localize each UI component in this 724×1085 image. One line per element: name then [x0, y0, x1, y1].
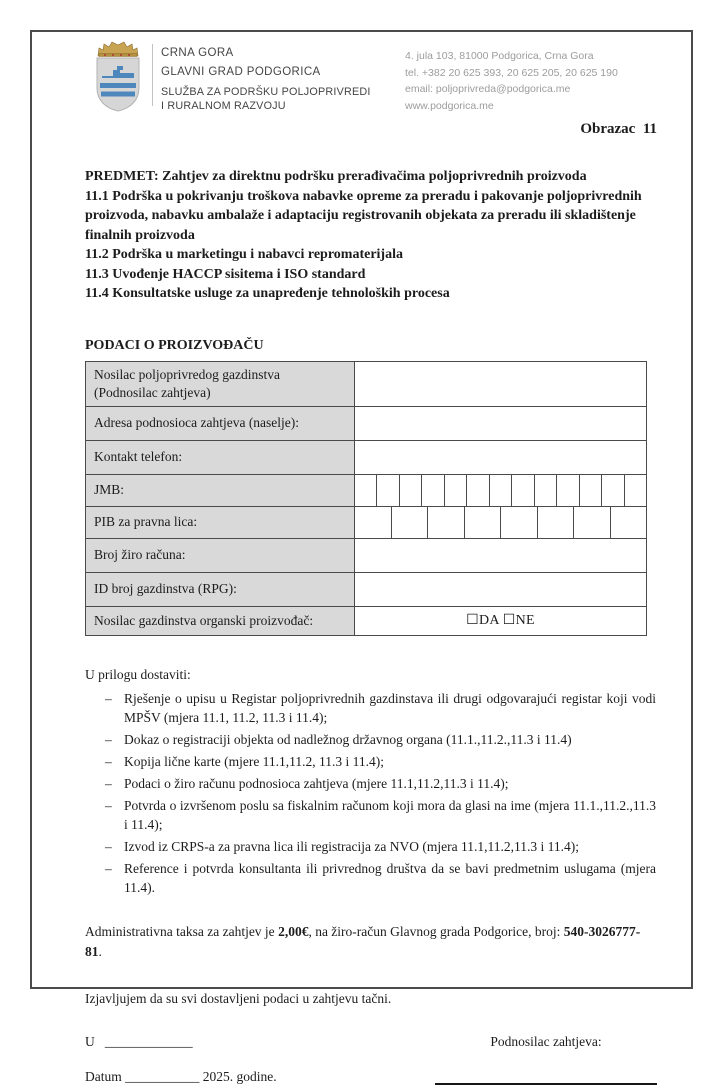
org-country: CRNA GORA [161, 47, 234, 59]
podgorica-coat-of-arms-logo [93, 40, 143, 112]
measure-11-3: 11.3 Uvođenje HACCP sisitema i ISO standard [85, 266, 366, 282]
digit-box[interactable] [501, 507, 538, 538]
fee-text-1: Administrativna taksa za zahtjev je [85, 923, 279, 939]
digit-box[interactable] [392, 507, 429, 538]
contact-phone: tel. +382 20 625 393, 20 625 205, 20 625 190 [405, 66, 618, 79]
fee-text-3: . [98, 943, 102, 959]
table-row [86, 361, 647, 406]
org-department-line2: I RURALNOM RAZVOJU [161, 100, 286, 112]
attachment-item: – Izvod iz CRPS-a za pravna lica ili registracija za NVO (mjera 11.1,11.2,11.3 i 11.4); [124, 837, 657, 856]
holder-label-line1: Nosilac poljoprivredog gazdinstva [94, 367, 280, 382]
table-row [86, 474, 647, 506]
producer-table [85, 361, 647, 636]
table-row [86, 506, 647, 538]
producer-section-title: PODACI O PROIZVOĐAČU [85, 337, 264, 353]
attachment-item: – Dokaz o registraciji objekta od nadležnog državnog organa (11.1.,11.2.,11.3 i 11.4) [124, 730, 657, 749]
digit-box[interactable] [574, 507, 611, 538]
digit-box[interactable] [355, 507, 392, 538]
digit-box[interactable] [422, 475, 444, 506]
jmb-input-cell [355, 474, 647, 506]
table-row [86, 538, 647, 572]
attachment-item: – Potvrda o izvršenom poslu sa fiskalnim računom koji mora da glasi na ime (mjera 11.1.,11.2.,11.3 i 11.4); [124, 796, 657, 834]
measure-11-4: 11.4 Konsultatske usluge za unapređenje tehnoloških procesa [85, 286, 450, 301]
jmb-digit-boxes [355, 475, 646, 506]
signature-row-date [85, 1069, 657, 1085]
table-row [86, 406, 647, 440]
contact-email[interactable]: email: poljoprivreda@podgorica.me [405, 83, 571, 95]
attachment-item: – Kopija lične karte (mjere 11.1,11.2, 11.3 i 11.4); [124, 752, 657, 771]
table-row [86, 606, 647, 635]
measure-11-1: 11.1 Podrška u pokrivanju troškova nabavke opreme za preradu i pakovanje poljoprivrednih proizvoda, nabavku ambalaže i adaptaciju registrovanih objekata za preradu ili skladištenje finalnih proizvoda [85, 188, 642, 243]
digit-box[interactable] [490, 475, 512, 506]
applicant-label: Podnosilac zahtjeva: [490, 1033, 602, 1049]
farm-id-label: ID broj gazdinstva (RPG): [86, 572, 355, 606]
fee-amount: 2,00€ [278, 923, 309, 939]
org-department-line1: SLUŽBA ZA PODRŠKU POLJOPRIVREDI [161, 86, 371, 98]
fee-paragraph [85, 922, 653, 962]
farm-id-input-cell[interactable] [355, 572, 647, 606]
measure-11-2: 11.2 Podrška u marketingu i nabavci repromaterijala [85, 247, 403, 262]
digit-box[interactable] [557, 475, 579, 506]
digit-box[interactable] [611, 507, 647, 538]
attachment-item: – Podaci o žiro računu podnosioca zahtjeva (mjere 11.1,11.2,11.3 i 11.4); [124, 774, 657, 793]
contact-block [405, 40, 657, 114]
shield-icon [97, 58, 139, 111]
crown-icon [98, 42, 138, 57]
digit-box[interactable] [512, 475, 534, 506]
digit-box[interactable] [538, 507, 575, 538]
letterhead [93, 40, 657, 114]
phone-input-cell[interactable] [355, 440, 647, 474]
address-label: Adresa podnosioca zahtjeva (naselje): [86, 406, 355, 440]
digit-box[interactable] [602, 475, 624, 506]
attachment-item: – Rješenje o upisu u Registar poljoprivrednih gazdinstava ili drugi odgovarajući registar koji vodi MPŠV (mjera 11.1, 11.2, 11.3 i 11.4); [124, 689, 657, 727]
organic-label: Nosilac gazdinstva organski proizvođač: [86, 606, 355, 635]
digit-box[interactable] [580, 475, 602, 506]
organization-block [161, 40, 371, 114]
phone-label: Kontakt telefon: [86, 440, 355, 474]
form-number: Obrazac 11 [580, 121, 657, 137]
signature-line[interactable] [435, 1072, 657, 1085]
date-blank[interactable]: Datum ___________ 2025. godine. [85, 1068, 277, 1084]
pib-input-cell [355, 506, 647, 538]
declaration-text: Izjavljujem da su svi dostavljeni podaci u zahtjevu tačni. [85, 990, 392, 1006]
holder-label-line2: (Podnosilac zahtjeva) [94, 384, 211, 400]
attachments-intro: U prilogu dostaviti: [85, 666, 191, 682]
digit-box[interactable] [445, 475, 467, 506]
digit-box[interactable] [428, 507, 465, 538]
digit-box[interactable] [625, 475, 646, 506]
digit-box[interactable] [467, 475, 489, 506]
digit-box[interactable] [465, 507, 502, 538]
holder-input-cell[interactable] [355, 361, 647, 406]
pib-label: PIB za pravna lica: [86, 506, 355, 538]
contact-address: 4. jula 103, 81000 Podgorica, Crna Gora [405, 50, 594, 62]
signature-row-place [85, 1034, 657, 1050]
org-city: GLAVNI GRAD PODGORICA [161, 66, 321, 78]
place-blank[interactable]: U _____________ [85, 1033, 193, 1049]
fee-account-number: 540-3026777-81 [85, 923, 641, 959]
holder-label [86, 361, 355, 406]
digit-box[interactable] [535, 475, 557, 506]
attachments-list [85, 689, 657, 897]
table-row [86, 572, 647, 606]
digit-box[interactable] [400, 475, 422, 506]
table-row [86, 440, 647, 474]
digit-box[interactable] [355, 475, 377, 506]
contact-website[interactable]: www.podgorica.me [405, 99, 494, 112]
document-page [30, 30, 693, 1084]
attachment-item: – Reference i potvrda konsultanta ili privrednog društva da se bavi predmetnim uslugama (mjera 11.4). [124, 859, 657, 897]
jmb-label: JMB: [86, 474, 355, 506]
bank-account-label: Broj žiro računa: [86, 538, 355, 572]
organic-checkboxes[interactable]: ☐DA ☐NE [355, 606, 647, 635]
subject-title: PREDMET: Zahtjev za direktnu podršku prerađivačima poljoprivrednih proizvoda [85, 169, 587, 184]
bank-account-input-cell[interactable] [355, 538, 647, 572]
digit-box[interactable] [377, 475, 399, 506]
address-input-cell[interactable] [355, 406, 647, 440]
pib-digit-boxes [355, 507, 646, 538]
fee-text-2: , na žiro-račun Glavnog grada Podgorice, broj: [308, 923, 564, 939]
letterhead-divider [152, 44, 153, 106]
subject-block [85, 167, 657, 304]
